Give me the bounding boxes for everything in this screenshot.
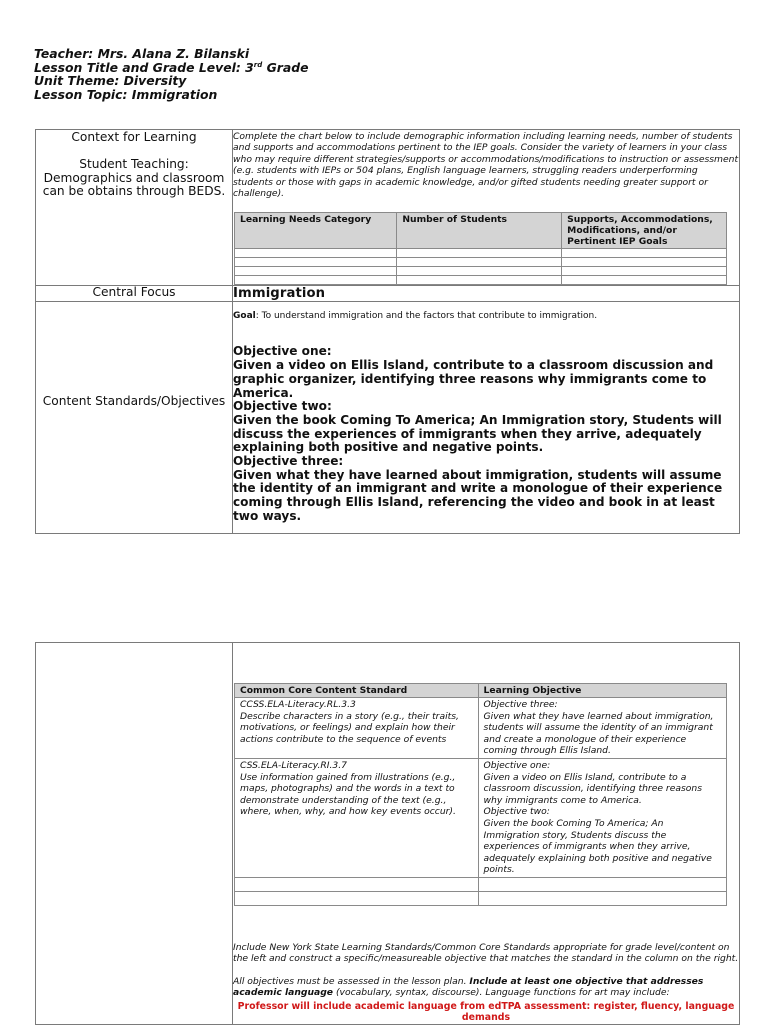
common-core-content-cell	[233, 643, 740, 1025]
lesson-title-line: Lesson Title and Grade Level: 3rd Grade	[34, 59, 309, 75]
standard-text: Use information gained from illustrations (e.g., maps, photographs) and the words in a text to demonstrate understanding of the text (e.g., where, when, why, and how key events occur).	[240, 771, 456, 818]
objective-text: Given a video on Ellis Island, contribute to a classroom discussion, identifying three reasons why immigrants come to America.	[483, 771, 703, 806]
content-standards-label: Content Standards/Objectives	[42, 394, 226, 409]
objective-text: Given what they have learned about immigration, students will assume the identity of an immigrant and create a monologue of their experience coming through Ellis Island.	[483, 710, 714, 757]
objective-title: Objective two:	[483, 806, 550, 818]
content-standards-cell	[233, 302, 740, 533]
cc-objective-cell	[478, 698, 726, 759]
context-content-cell	[233, 130, 740, 286]
cc-header-standard: Common Core Content Standard	[235, 684, 479, 698]
context-row	[36, 130, 740, 286]
cc-standard-cell	[235, 758, 479, 877]
central-focus-label: Central Focus	[36, 286, 233, 302]
objective-title: Objective three:	[483, 699, 558, 710]
context-intro: Complete the chart below to include demographic information including learning needs, number of students and supports and accommodations pertinent to the IEP goals. Consider the variety of learners in your class who may require different strategies/supports or accommodations/modifications to instruction or assessment (e.g. students with IEPs or 504 plans, English language learners, struggling readers underperforming students or those with gaps in academic knowledge, and/or gifted students needing greater support or challenge).	[233, 131, 739, 200]
needs-table-cell[interactable]	[235, 258, 397, 267]
needs-table-cell[interactable]	[562, 258, 727, 267]
objective-text: Given the book Coming To America; An Immigration story, Students will discuss the experiences of immigrants when they arrive, adequately explaining both positive and negative points.	[233, 412, 722, 455]
objective-text: Given what they have learned about immigration, students will assume the identity of an immigrant and write a monologue of their experience coming through Ellis Island, referencing the video and book in at least two ways.	[233, 467, 723, 523]
cc-empty-cell[interactable]	[235, 891, 479, 905]
content-standards-label-cell	[36, 302, 233, 533]
objectives-list	[233, 345, 739, 532]
objective-title: Objective two:	[233, 399, 332, 414]
cc-empty-cell[interactable]	[478, 891, 726, 905]
needs-table-cell[interactable]	[397, 249, 562, 258]
standard-code: CCSS.ELA-Literacy.RL.3.3	[240, 699, 356, 710]
needs-header-count: Number of Students	[397, 213, 562, 249]
lesson-plan-table	[35, 129, 740, 534]
content-standards-row	[36, 302, 740, 533]
needs-table-cell[interactable]	[562, 249, 727, 258]
objective-title: Objective one:	[483, 759, 551, 771]
instructions-paragraph-2: All objectives must be assessed in the lesson plan. Include at least one objective that addresses academic language (vocabulary, syntax, discourse). Language functions for art may include:	[233, 975, 704, 999]
objective-title: Objective one:	[233, 344, 332, 359]
cc-header-objective: Learning Objective	[478, 684, 726, 698]
central-focus-value: Immigration	[233, 286, 740, 302]
instructions-paragraph-1: Include New York State Learning Standards/Common Core Standards appropriate for grade level/content on the left and construct a specific/measureable objective that matches the standard in the column on the right.	[233, 941, 739, 965]
learning-needs-table	[234, 212, 727, 285]
cc-empty-cell[interactable]	[478, 877, 726, 891]
cc-empty-row	[235, 877, 727, 891]
central-focus-row	[36, 286, 740, 302]
objective-text: Given a video on Ellis Island, contribute to a classroom discussion and graphic organizer, identifying three reasons why immigrants come to America.	[233, 358, 714, 400]
cc-empty-row	[235, 891, 727, 905]
standard-text: Describe characters in a story (e.g., their traits, motivations, or feelings) and explain how their actions contribute to the sequence of events	[240, 710, 459, 745]
goal-statement: Goal: To understand immigration and the factors that contribute to immigration.	[233, 311, 598, 322]
needs-table-cell[interactable]	[235, 276, 397, 285]
cc-table-row	[235, 758, 727, 877]
objective-title: Objective three:	[233, 454, 344, 469]
cc-standard-cell	[235, 698, 479, 759]
needs-table-cell[interactable]	[562, 267, 727, 276]
context-sublabel: Student Teaching: Demographics and classroom can be obtains through BEDS.	[42, 157, 226, 198]
needs-table-row	[235, 258, 727, 267]
objective-text: Given the book Coming To America; An Immigration story, Students discuss the experiences of immigrants when they arrive, adequately explaining both positive and negative points.	[483, 817, 712, 876]
standard-code: CSS.ELA-Literacy.RI.3.7	[240, 759, 348, 771]
needs-table-row	[235, 276, 727, 285]
lesson-header	[34, 47, 309, 101]
common-core-section	[35, 642, 740, 1025]
needs-table-cell[interactable]	[235, 267, 397, 276]
needs-header-supports: Supports, Accommodations, Modifications, and/or Pertinent IEP Goals	[562, 213, 727, 249]
needs-header-category: Learning Needs Category	[235, 213, 397, 249]
standards-instructions	[233, 942, 739, 1024]
needs-table-cell[interactable]	[562, 276, 727, 285]
cc-table-row	[235, 698, 727, 759]
needs-table-row	[235, 267, 727, 276]
teacher-line: Teacher: Mrs. Alana Z. Bilanski	[34, 46, 250, 61]
cc-objective-cell	[478, 758, 726, 877]
cc-empty-cell[interactable]	[235, 877, 479, 891]
needs-table-row	[235, 249, 727, 258]
common-core-table	[234, 683, 727, 906]
professor-note: Professor will include academic language from edTPA assessment: register, fluency, language demands	[237, 1000, 735, 1024]
needs-table-cell[interactable]	[235, 249, 397, 258]
needs-table-cell[interactable]	[397, 258, 562, 267]
needs-table-cell[interactable]	[397, 267, 562, 276]
needs-table-cell[interactable]	[397, 276, 562, 285]
lesson-topic-line: Lesson Topic: Immigration	[34, 86, 218, 102]
common-core-label-cell	[36, 643, 233, 1025]
context-label: Context for Learning	[71, 130, 197, 144]
context-label-cell	[36, 130, 233, 286]
unit-theme-line: Unit Theme: Diversity	[34, 73, 187, 88]
